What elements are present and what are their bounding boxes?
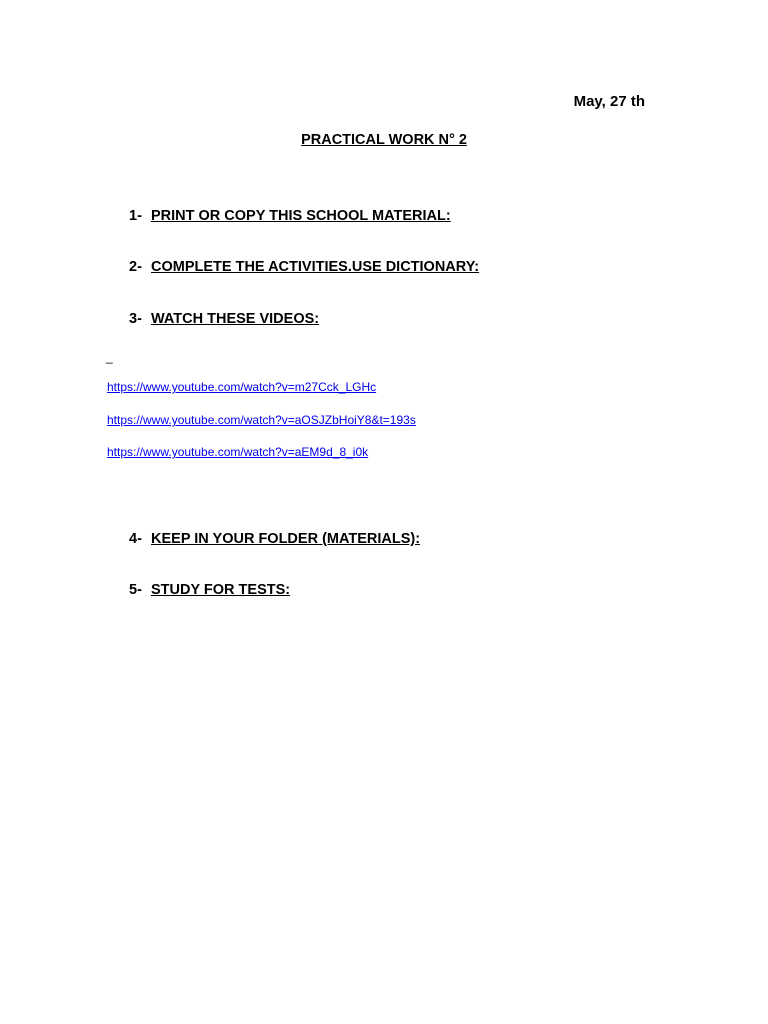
task-number: 2- <box>129 259 142 275</box>
task-item-2 <box>129 259 479 275</box>
task-text: STUDY FOR TESTS: <box>151 582 291 598</box>
task-text: COMPLETE THE ACTIVITIES.USE DICTIONARY: <box>151 259 480 275</box>
task-number: 3- <box>129 311 142 327</box>
task-text: PRINT OR COPY THIS SCHOOL MATERIAL: <box>151 208 451 224</box>
task-number: 4- <box>129 531 142 547</box>
task-number: 5- <box>129 582 142 598</box>
task-item-3 <box>129 311 319 327</box>
document-date: May, 27 th <box>573 93 645 110</box>
task-text: WATCH THESE VIDEOS: <box>151 311 320 327</box>
task-item-1 <box>129 208 451 224</box>
video-link-1[interactable]: https://www.youtube.com/watch?v=m27Cck_LGHc <box>107 380 377 394</box>
document-title: PRACTICAL WORK N° 2 <box>301 132 467 148</box>
task-number: 1- <box>129 208 142 224</box>
video-link-3[interactable]: https://www.youtube.com/watch?v=aEM9d_8_i0k <box>107 445 369 459</box>
task-item-5 <box>129 582 290 598</box>
task-text: KEEP IN YOUR FOLDER (MATERIALS): <box>151 531 421 547</box>
video-link-2[interactable]: https://www.youtube.com/watch?v=aOSJZbHoiY8&t=193s <box>107 413 416 427</box>
stray-underscore-mark: _ <box>106 350 113 364</box>
task-item-4 <box>129 531 420 547</box>
